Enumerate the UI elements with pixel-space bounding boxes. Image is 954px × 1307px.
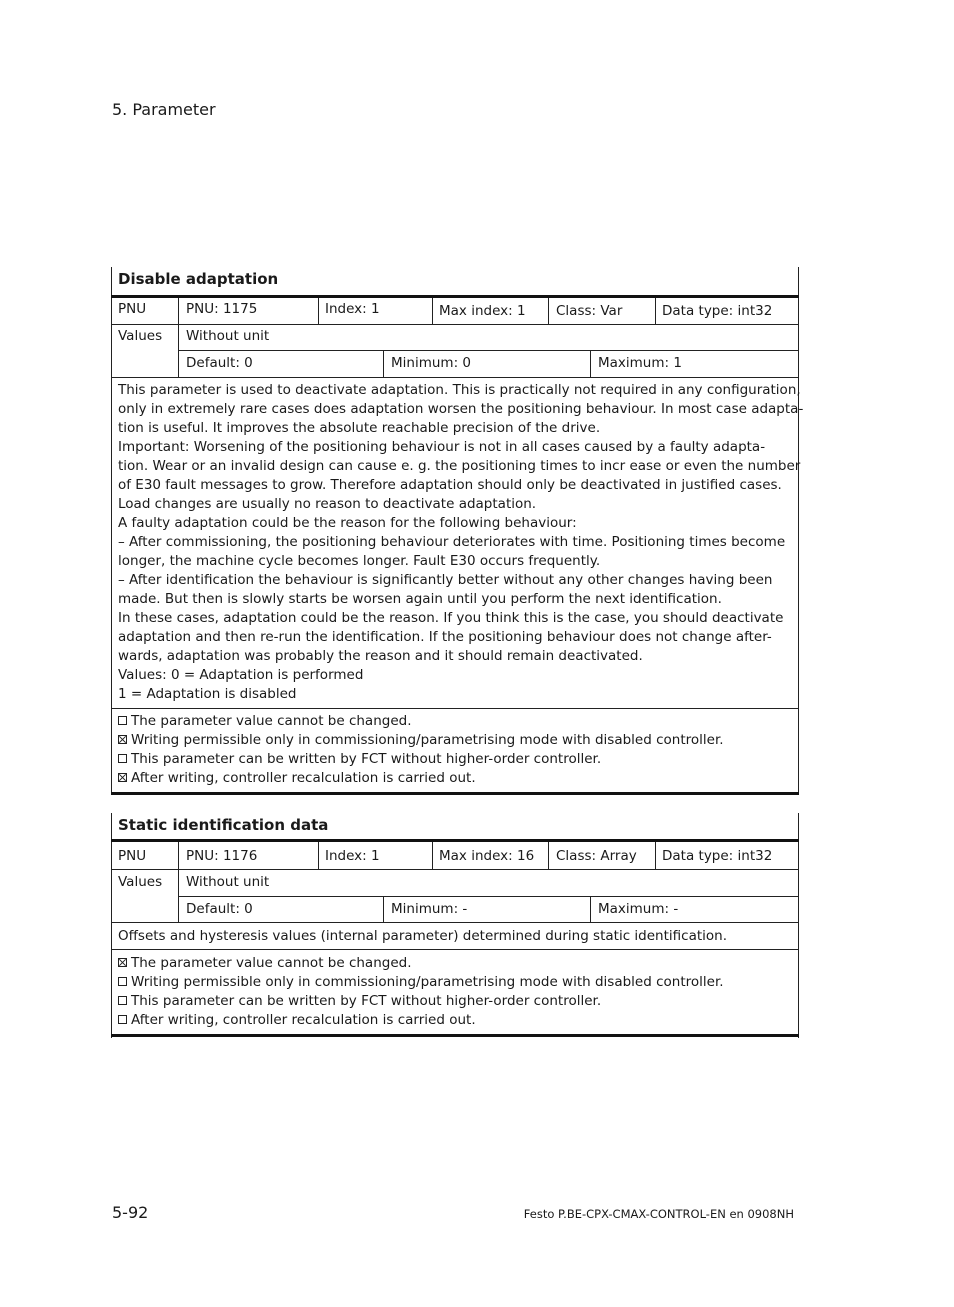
pnu-value: PNU: 1176 bbox=[186, 848, 258, 864]
flag-item bbox=[118, 992, 724, 1011]
unchecked-box-icon bbox=[118, 977, 127, 986]
class-value: Class: Array bbox=[556, 848, 637, 864]
data-type-value: Data type: int32 bbox=[662, 848, 773, 864]
minimum-value: Minimum: - bbox=[391, 901, 468, 917]
class-value: Class: Var bbox=[556, 303, 623, 319]
data-type-value: Data type: int32 bbox=[662, 303, 773, 319]
pnu-label: PNU bbox=[118, 301, 147, 317]
description-line: tion is useful. It improves the absolute reachable precision of the drive. bbox=[118, 420, 601, 436]
values-label: Values bbox=[118, 874, 163, 890]
index-value: Index: 1 bbox=[325, 301, 380, 317]
page-number: 5-92 bbox=[112, 1203, 149, 1222]
values-label: Values bbox=[118, 328, 163, 344]
unchecked-box-icon bbox=[118, 716, 127, 725]
description-line: of E30 fault messages to grow. Therefore adaptation should only be deactivated in justified cases. bbox=[118, 477, 782, 493]
parameter-description bbox=[118, 927, 796, 946]
description-line: This parameter is used to deactivate adaptation. This is practically not required in any configuration, bbox=[118, 382, 801, 398]
description-line: only in extremely rare cases does adaptation worsen the positioning behaviour. In most case adapta- bbox=[118, 401, 804, 417]
flag-text: Writing permissible only in commissioning/parametrising mode with disabled controller. bbox=[131, 732, 724, 748]
parameter-flags bbox=[118, 712, 724, 788]
section-heading: 5. Parameter bbox=[112, 100, 216, 119]
parameter-table-disable-adaptation bbox=[111, 267, 804, 795]
parameter-table-static-identification-data bbox=[111, 813, 799, 1038]
description-line: Values: 0 = Adaptation is performed bbox=[118, 667, 364, 683]
description-line: – After commissioning, the positioning behaviour deteriorates with time. Positioning times become bbox=[118, 534, 786, 550]
minimum-value: Minimum: 0 bbox=[391, 355, 471, 371]
maximum-value: Maximum: - bbox=[598, 901, 679, 917]
description-line: wards, adaptation was probably the reason and it should remain deactivated. bbox=[118, 648, 643, 664]
parameter-description bbox=[118, 381, 804, 704]
description-line: A faulty adaptation could be the reason for the following behaviour: bbox=[118, 515, 577, 531]
description-line: longer, the machine cycle becomes longer. Fault E30 occurs frequently. bbox=[118, 553, 601, 569]
unchecked-box-icon bbox=[118, 996, 127, 1005]
flag-text: The parameter value cannot be changed. bbox=[131, 713, 412, 729]
flag-text: This parameter can be written by FCT without higher-order controller. bbox=[131, 993, 602, 1009]
flag-item bbox=[118, 769, 724, 788]
description-line: adaptation and then re-run the identification. If the positioning behaviour does not change after- bbox=[118, 629, 772, 645]
flag-item bbox=[118, 750, 724, 769]
description-line: tion. Wear or an invalid design can cause e. g. the positioning times to incr ease or even the number bbox=[118, 458, 801, 474]
max-index-value: Max index: 1 bbox=[439, 303, 526, 319]
pnu-value: PNU: 1175 bbox=[186, 301, 258, 317]
unchecked-box-icon bbox=[118, 754, 127, 763]
flag-item bbox=[118, 731, 724, 750]
parameter-flags bbox=[118, 954, 724, 1030]
flag-item bbox=[118, 1011, 724, 1030]
checked-box-icon bbox=[118, 735, 127, 744]
description-line: Offsets and hysteresis values (internal parameter) determined during static identification. bbox=[118, 928, 727, 944]
table-title: Disable adaptation bbox=[118, 270, 279, 288]
pnu-label: PNU bbox=[118, 848, 147, 864]
unchecked-box-icon bbox=[118, 1015, 127, 1024]
flag-text: This parameter can be written by FCT without higher-order controller. bbox=[131, 751, 602, 767]
document-reference: Festo P.BE-CPX-CMAX-CONTROL-EN en 0908NH bbox=[523, 1207, 794, 1221]
default-value: Default: 0 bbox=[186, 901, 253, 917]
description-line: – After identification the behaviour is significantly better without any other changes having been bbox=[118, 572, 773, 588]
flag-text: Writing permissible only in commissioning/parametrising mode with disabled controller. bbox=[131, 974, 724, 990]
checked-box-icon bbox=[118, 773, 127, 782]
flag-text: The parameter value cannot be changed. bbox=[131, 955, 412, 971]
description-line: Important: Worsening of the positioning behaviour is not in all cases caused by a faulty adapta- bbox=[118, 439, 766, 455]
unit-value: Without unit bbox=[186, 874, 270, 890]
index-value: Index: 1 bbox=[325, 848, 380, 864]
description-line: made. But then is slowly starts be worsen again until you perform the next identification. bbox=[118, 591, 722, 607]
description-line: In these cases, adaptation could be the reason. If you think this is the case, you should deactivate bbox=[118, 610, 784, 626]
max-index-value: Max index: 16 bbox=[439, 848, 535, 864]
flag-item bbox=[118, 954, 724, 973]
flag-text: After writing, controller recalculation is carried out. bbox=[131, 770, 476, 786]
maximum-value: Maximum: 1 bbox=[598, 355, 682, 371]
description-line: 1 = Adaptation is disabled bbox=[118, 686, 297, 702]
unit-value: Without unit bbox=[186, 328, 270, 344]
flag-item bbox=[118, 712, 724, 731]
default-value: Default: 0 bbox=[186, 355, 253, 371]
flag-text: After writing, controller recalculation is carried out. bbox=[131, 1012, 476, 1028]
checked-box-icon bbox=[118, 958, 127, 967]
description-line: Load changes are usually no reason to deactivate adaptation. bbox=[118, 496, 537, 512]
flag-item bbox=[118, 973, 724, 992]
table-title: Static identification data bbox=[118, 816, 329, 834]
